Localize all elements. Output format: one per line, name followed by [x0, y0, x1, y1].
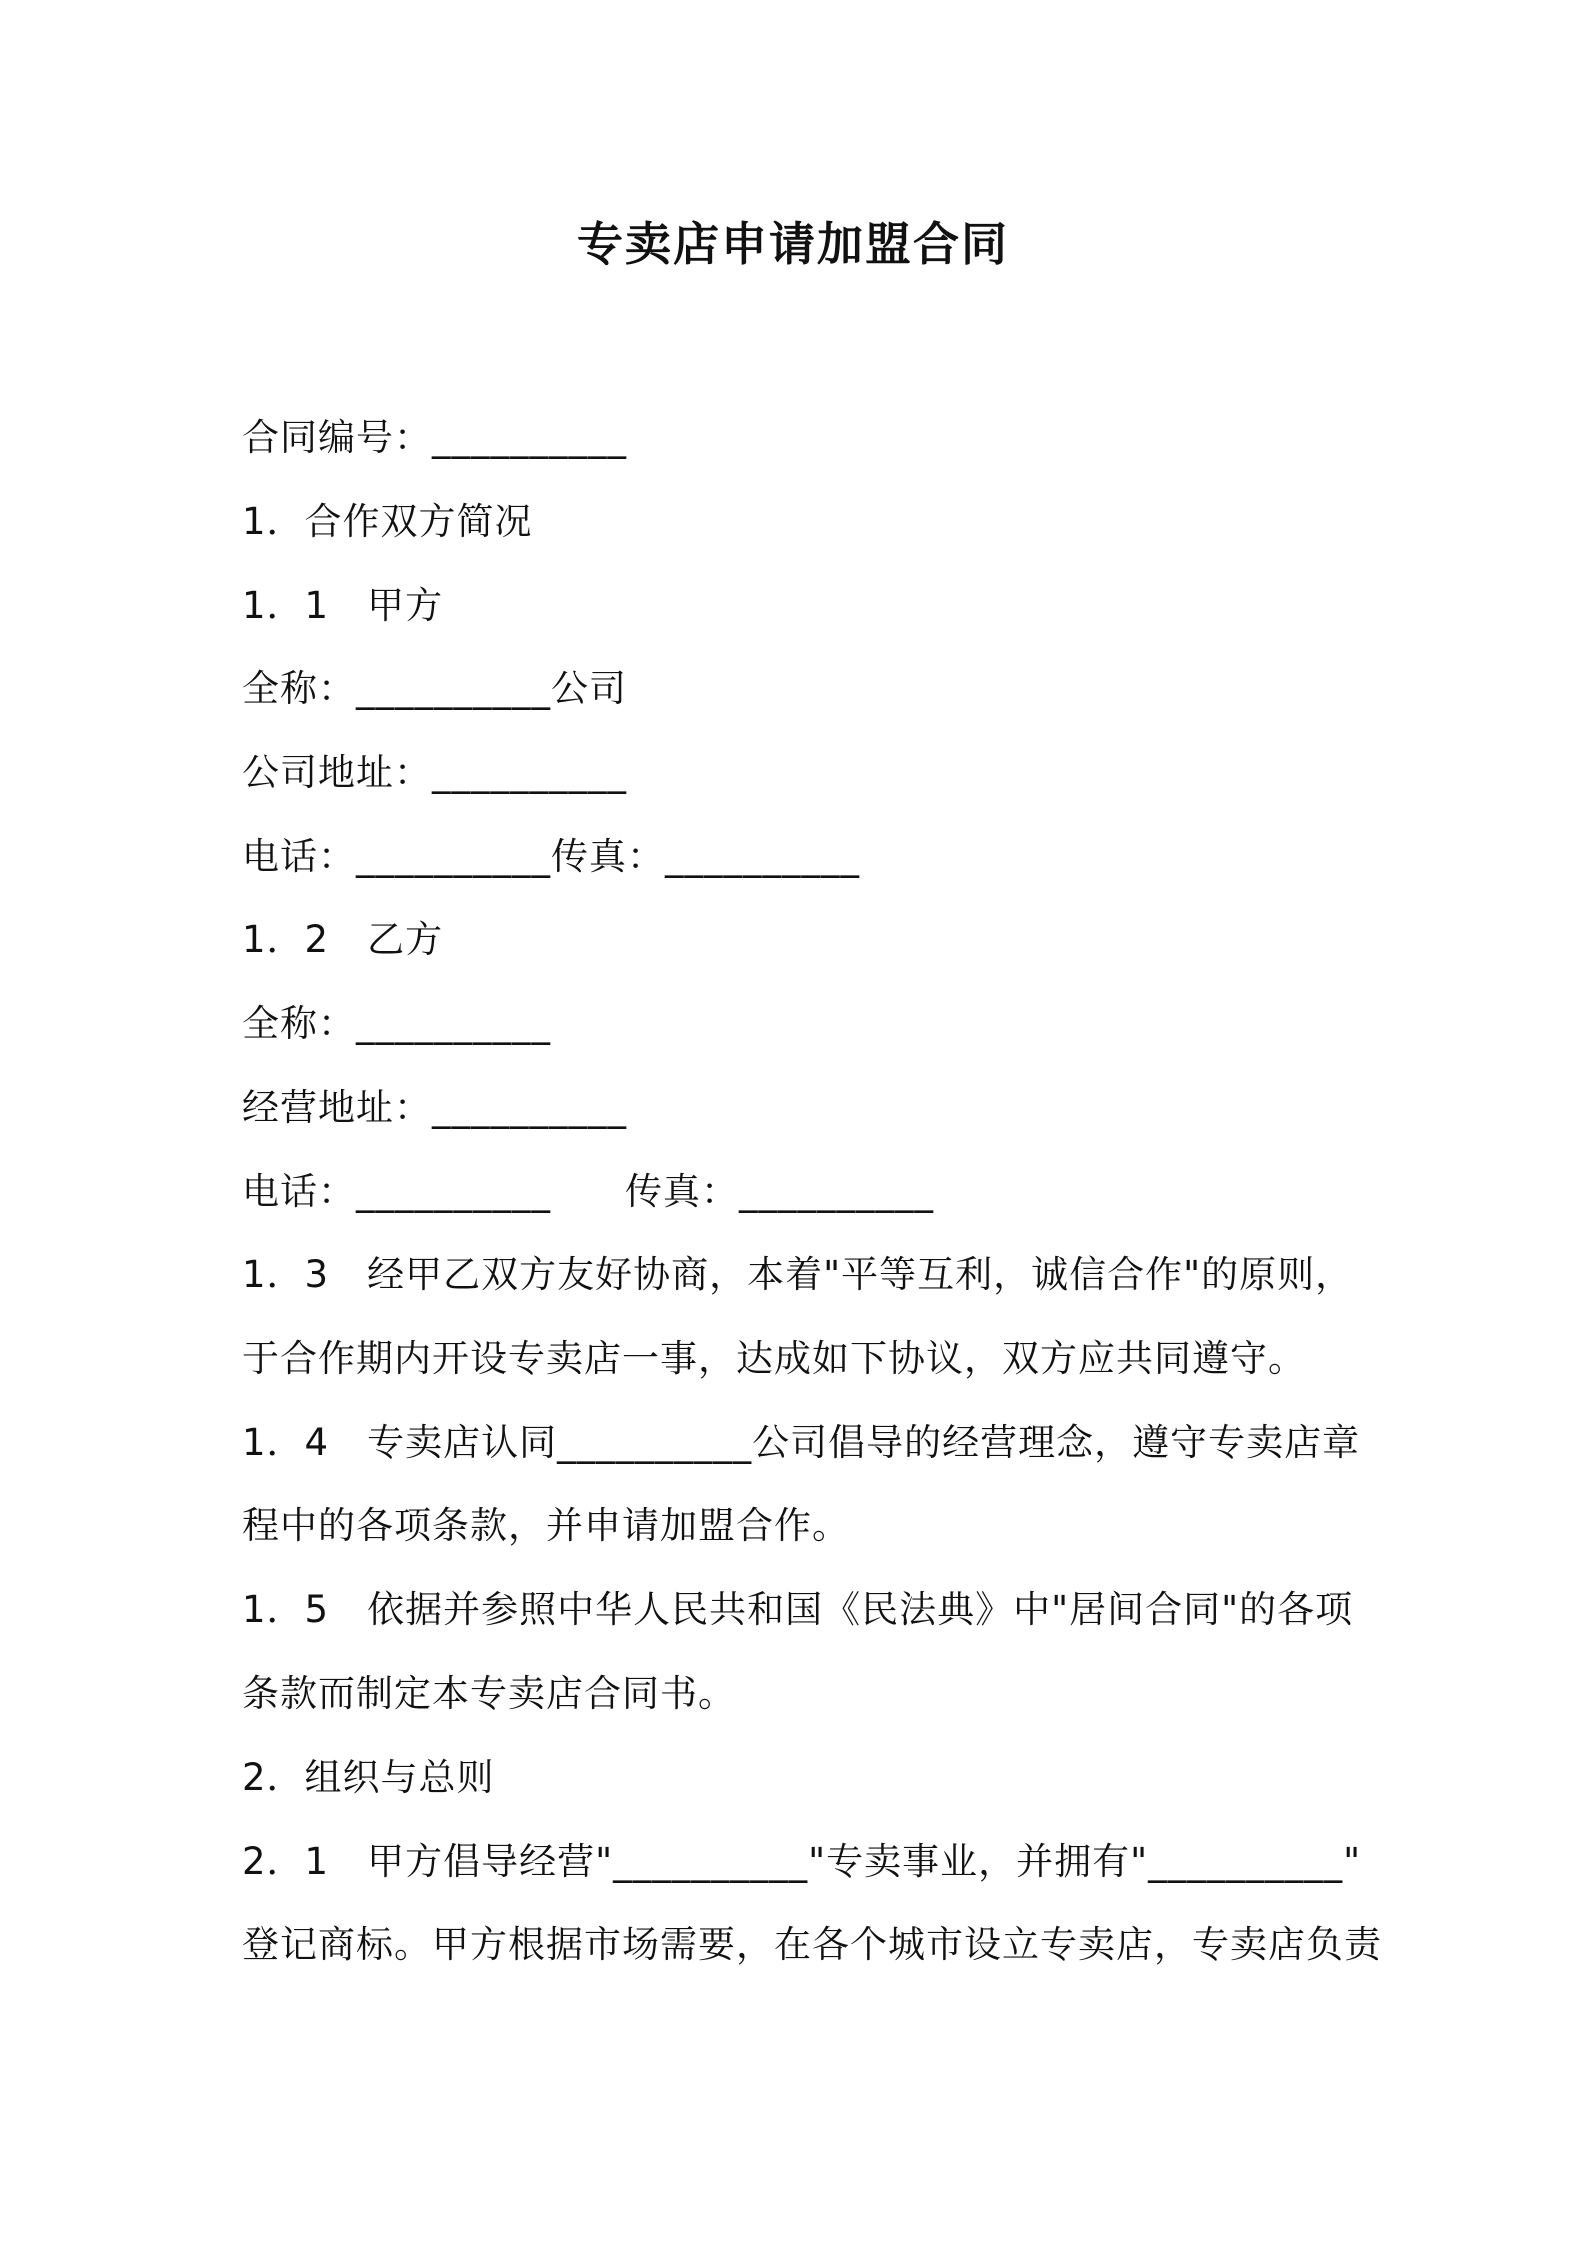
section-1-heading: 1．合作双方简况 — [242, 500, 533, 543]
contract-number-line: 合同编号：__________ — [242, 416, 627, 459]
section-1-4-line-1: 1．4 专卖店认同__________公司倡导的经营理念，遵守专卖店章 — [242, 1421, 1361, 1464]
party-b-fax: 传真：__________ — [625, 1170, 934, 1213]
section-1-2-heading: 1．2 乙方 — [242, 918, 444, 961]
document-title: 专卖店申请加盟合同 — [577, 217, 1009, 271]
section-2-1-line-2: 登记商标。甲方根据市场需要，在各个城市设立专卖店，专卖店负责 — [242, 1923, 1382, 1966]
section-1-3-line-2: 于合作期内开设专卖店一事，达成如下协议，双方应共同遵守。 — [242, 1337, 1306, 1380]
party-b-name-line: 全称：__________ — [242, 1002, 551, 1045]
party-b-phone-fax-line — [242, 1167, 934, 1217]
section-1-1-heading: 1．1 甲方 — [242, 584, 444, 627]
party-a-phone-fax-line: 电话：__________传真：__________ — [242, 835, 860, 878]
section-1-5-line-2: 条款而制定本专卖店合同书。 — [242, 1672, 736, 1715]
section-2-1-line-1: 2．1 甲方倡导经营"__________"专卖事业，并拥有"__________" — [242, 1840, 1362, 1883]
section-1-5-line-1: 1．5 依据并参照中华人民共和国《民法典》中"居间合同"的各项 — [242, 1588, 1354, 1631]
section-2-heading: 2．组织与总则 — [242, 1756, 495, 1799]
section-1-3-line-1: 1．3 经甲乙双方友好协商，本着"平等互利，诚信合作"的原则， — [242, 1253, 1354, 1296]
party-a-name-line: 全称：__________公司 — [242, 667, 627, 710]
party-b-address-line: 经营地址：__________ — [242, 1086, 627, 1129]
section-1-4-line-2: 程中的各项条款，并申请加盟合作。 — [242, 1504, 850, 1547]
party-a-address-line: 公司地址：__________ — [242, 751, 627, 794]
party-b-phone: 电话：__________ — [242, 1170, 551, 1213]
